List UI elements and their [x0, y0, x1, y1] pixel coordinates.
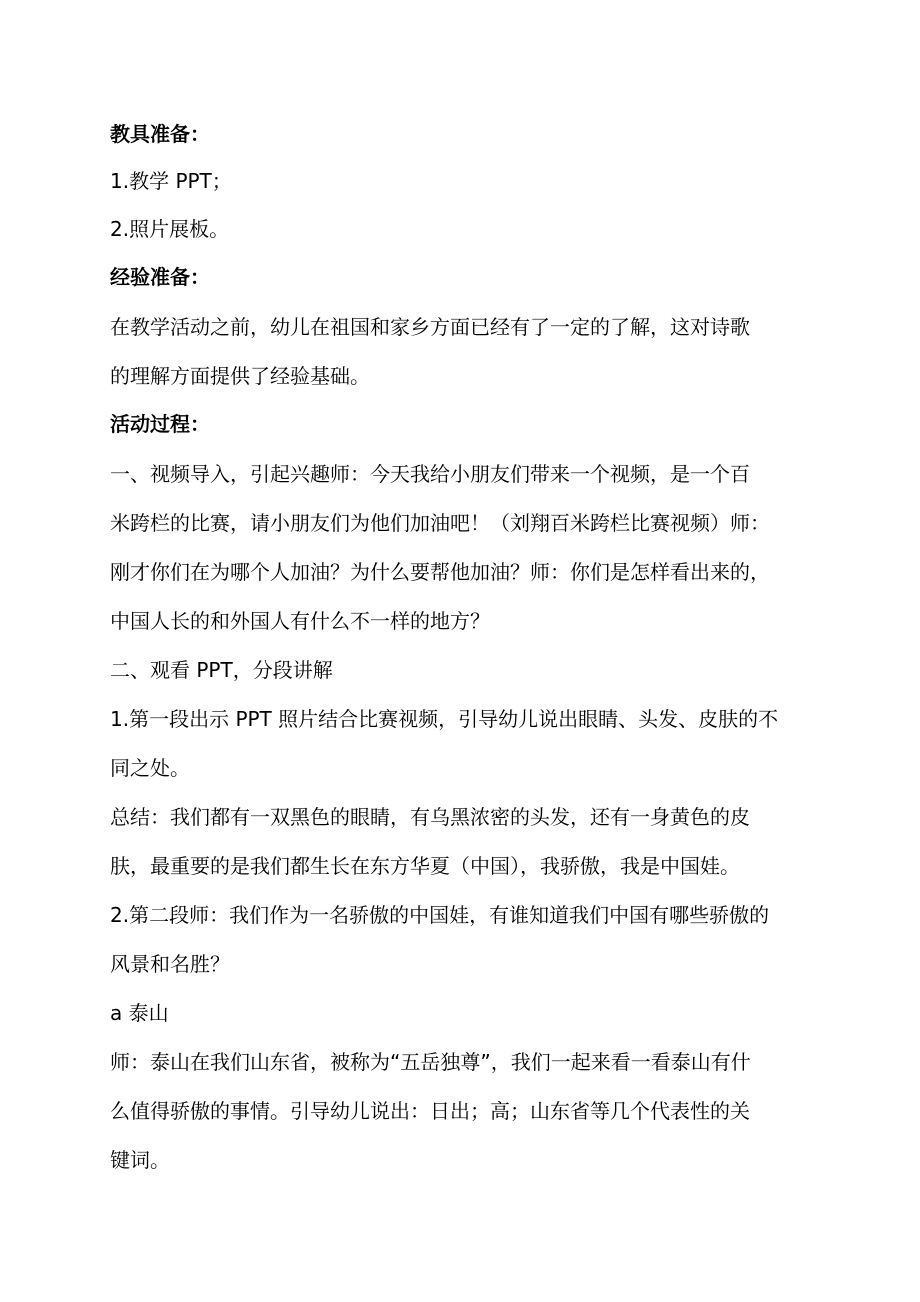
paragraph-line: 中国人长的和外国人有什么不一样的地方？: [110, 609, 490, 633]
paragraph-line: 么值得骄傲的事情。引导幼儿说出：日出；高；山东省等几个代表性的关: [110, 1099, 750, 1123]
paragraph-line: 风景和名胜？: [110, 952, 230, 976]
paragraph-line: 在教学活动之前，幼儿在祖国和家乡方面已经有了一定的了解，这对诗歌: [110, 315, 750, 339]
paragraph-line: 一、视频导入，引起兴趣师：今天我给小朋友们带来一个视频，是一个百: [110, 462, 750, 486]
paragraph-line: 的理解方面提供了经验基础。: [110, 364, 370, 388]
paragraph-line: 键词。: [110, 1148, 170, 1172]
heading-experience-prep: 经验准备：: [110, 265, 210, 289]
paragraph-line: 师：泰山在我们山东省，被称为“五岳独尊”，我们一起来看一看泰山有什: [110, 1050, 751, 1074]
heading-teaching-aids: 教具准备：: [110, 122, 210, 146]
section-heading: 二、观看 PPT，分段讲解: [110, 658, 333, 682]
paragraph-line: 米跨栏的比赛，请小朋友们为他们加油吧！（刘翔百米跨栏比赛视频）师：: [110, 511, 770, 535]
paragraph-line: 同之处。: [110, 756, 190, 780]
paragraph-line: 总结：我们都有一双黑色的眼睛，有乌黑浓密的头发，还有一身黄色的皮: [110, 805, 750, 829]
heading-activity-process: 活动过程：: [110, 412, 210, 436]
paragraph-line: 肤，最重要的是我们都生长在东方华夏（中国），我骄傲，我是中国娃。: [110, 854, 740, 878]
paragraph-line: 刚才你们在为哪个人加油？为什么要帮他加油？师：你们是怎样看出来的，: [110, 560, 770, 584]
subsection-label: a 泰山: [110, 1001, 169, 1025]
paragraph-line: 1.第一段出示 PPT 照片结合比赛视频，引导幼儿说出眼睛、头发、皮肤的不: [110, 707, 779, 731]
list-item: 1.教学 PPT；: [110, 169, 232, 193]
paragraph-line: 2.第二段师：我们作为一名骄傲的中国娃，有谁知道我们中国有哪些骄傲的: [110, 903, 770, 927]
list-item: 2.照片展板。: [110, 217, 230, 241]
